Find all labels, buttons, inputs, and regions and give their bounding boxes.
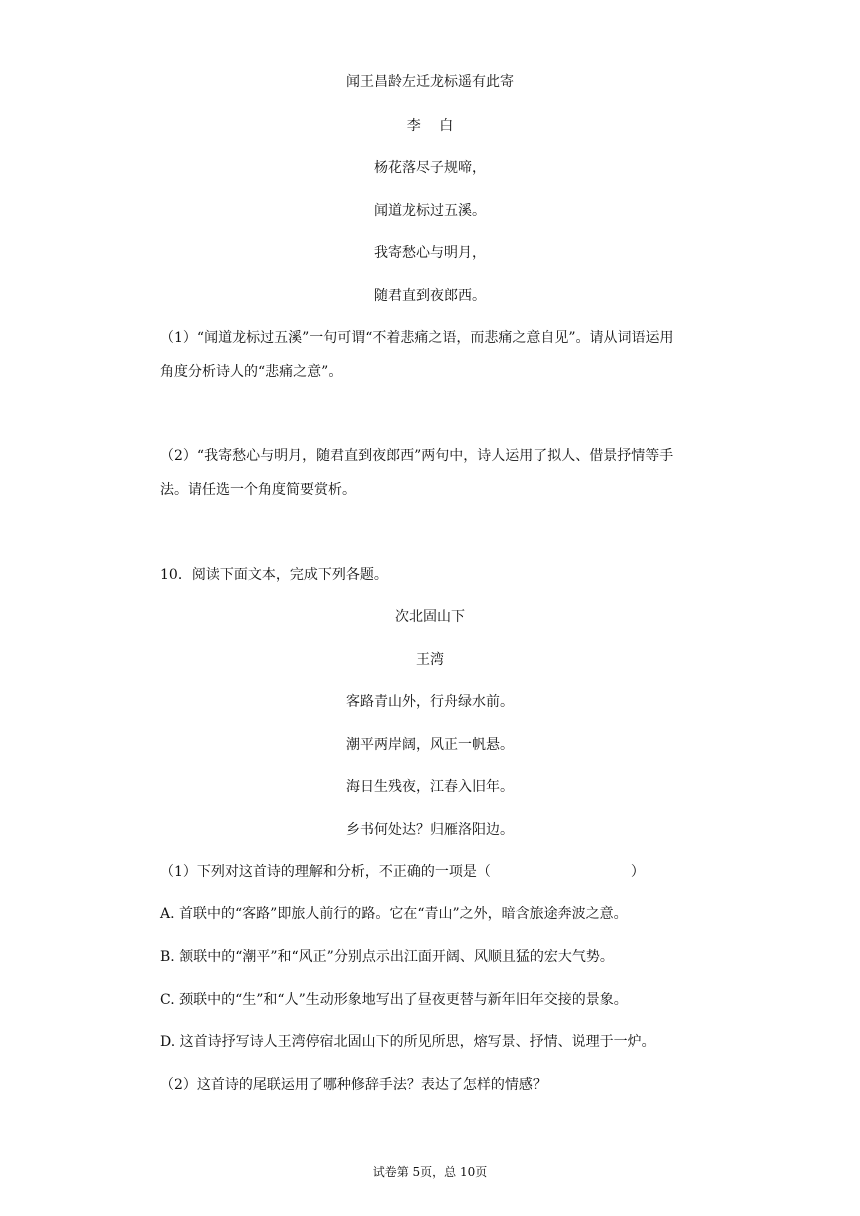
- poem2-line: 乡书何处达？归雁洛阳边。: [346, 822, 514, 838]
- poem1-line: 杨花落尽子规啼，: [374, 160, 486, 176]
- poem1-line: 闻道龙标过五溪。: [374, 203, 486, 219]
- poem1-line: 随君直到夜郎西。: [374, 288, 486, 304]
- poem2-title: 次北固山下: [395, 609, 465, 625]
- poem1-title: 闻王昌龄左迁龙标遥有此寄: [346, 74, 514, 90]
- question-1-line1: （1）“闻道龙标过五溪”一句可谓“不着悲痛之语，而悲痛之意自见”。请从词语运用: [160, 330, 674, 346]
- option-a: A. 首联中的“客路”即旅人前行的路。它在“青山”之外，暗含旅途奔波之意。: [160, 906, 628, 922]
- poem1-author: 李 白: [406, 118, 454, 134]
- question-2-line2: 法。请任选一个角度简要赏析。: [160, 482, 356, 498]
- poem2-line: 客路青山外，行舟绿水前。: [346, 694, 514, 710]
- poem1-line: 我寄愁心与明月，: [374, 245, 486, 261]
- option-c: C. 颈联中的“生”和“人”生动形象地写出了昼夜更替与新年旧年交接的景象。: [160, 992, 628, 1008]
- question-10-2-stem: （2）这首诗的尾联运用了哪种修辞手法？表达了怎样的情感？: [160, 1077, 547, 1093]
- page-footer: 试卷第 5页，总 10页: [372, 1165, 488, 1179]
- poem2-line: 潮平两岸阔，风正一帆悬。: [346, 737, 514, 753]
- question-10-1-stem: （1）下列对这首诗的理解和分析，不正确的一项是（ ）: [160, 864, 645, 880]
- poem2-line: 海日生残夜，江春入旧年。: [346, 779, 514, 795]
- option-d: D. 这首诗抒写诗人王湾停宿北固山下的所见所思，熔写景、抒情、说理于一炉。: [160, 1034, 656, 1050]
- question-1-line2: 角度分析诗人的“悲痛之意”。: [160, 364, 343, 380]
- question-2-line1: （2）“我寄愁心与明月，随君直到夜郎西”两句中，诗人运用了拟人、借景抒情等手: [160, 448, 674, 464]
- section-10-heading: 10．阅读下面文本，完成下列各题。: [160, 567, 388, 583]
- option-b: B. 颔联中的“潮平”和“风正”分别点示出江面开阔、风顺且猛的宏大气势。: [160, 949, 614, 965]
- poem2-author: 王湾: [416, 652, 444, 668]
